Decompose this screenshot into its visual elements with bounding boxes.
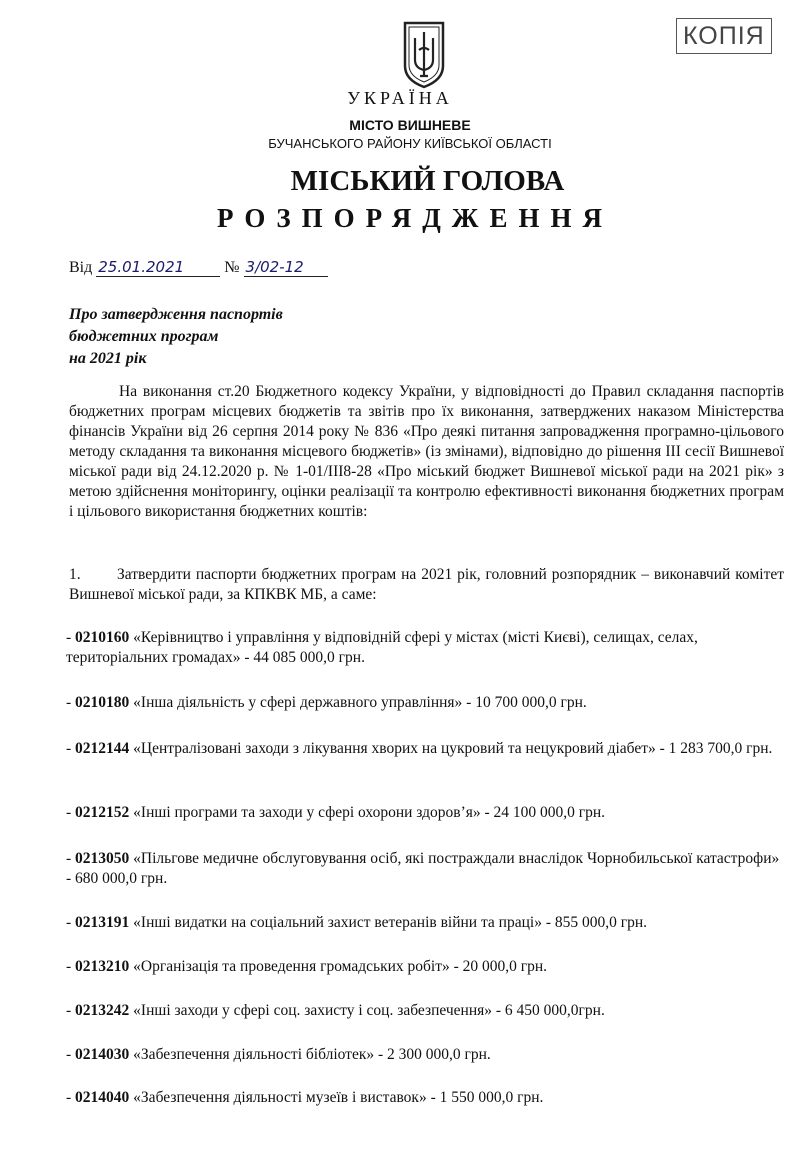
program-item: - 0212152 «Інші програми та заходи у сфері охорони здоров’я» - 24 100 000,0 грн. [66,804,606,821]
program-item: - 0213210 «Організація та проведення громадських робіт» - 20 000,0 грн. [66,958,548,975]
number-label: № [224,259,240,276]
program-text: «Забезпечення діяльності музеїв і виставок» - 1 550 000,0 грн. [133,1089,544,1106]
number-value: 3/02-12 [244,258,328,277]
subject-line: бюджетних програм [69,328,219,345]
program-code: 0210160 [75,629,130,646]
issuer-title: МІСЬКИЙ ГОЛОВА [290,165,565,197]
program-text: «Інші видатки на соціальний захист ветеранів війни та праці» - 855 000,0 грн. [133,914,648,931]
program-code: 0213050 [75,850,130,867]
clause-1 [69,565,784,605]
city-name: МІСТО ВИШНЕВЕ [349,117,471,133]
date-value: 25.01.2021 [96,258,220,277]
program-item: - 0213242 «Інші заходи у сфері соц. захисту і соц. забезпечення» - 6 450 000,0грн. [66,1002,605,1019]
date-label: Від [69,259,93,276]
program-code: 0213210 [75,958,130,975]
program-text: «Пільгове медичне обслуговування осіб, які постраждали внаслідок Чорнобильської катастрофи» - 680 000,0 грн. [66,850,780,887]
program-text: «Керівництво і управління у відповідній сфері у містах (місті Києві), селищах, селах, територіальних громадах» - 44 085 000,0 грн. [66,629,698,666]
program-text: «Забезпечення діяльності бібліотек» - 2 300 000,0 грн. [133,1046,491,1063]
preamble-paragraph: На виконання ст.20 Бюджетного кодексу України, у відповідності до Правил складання паспортів бюджетних програм місцевих бюджетів та звітів про їх виконання, затверджених наказом Міністерства фінансів України від 26 серпня 2014 року № 836 «Про деякі питання запровадження програмно-цільового методу складання та виконання місцевого бюджетів» (із змінами), відповідно до рішення ІІІ сесії Вишневої міської ради від 24.12.2020 р. № 1-01/ІІІ8-28 «Про міський бюджет Вишневої міської ради на 2021 рік» з метою здійснення моніторингу, оцінки реалізації та контролю ефективності виконання бюджетних програм і цільового використання бюджетних коштів: [69,383,784,520]
program-code: 0210180 [75,694,130,711]
program-item: - 0213050 «Пільгове медичне обслуговування осіб, які постраждали внаслідок Чорнобильської катастрофи» - 680 000,0 грн. [66,850,780,887]
subject-line: Про затвердження паспортів [69,306,283,323]
coat-of-arms-icon [401,20,447,90]
program-item: - 0214040 «Забезпечення діяльності музеїв і виставок» - 1 550 000,0 грн. [66,1089,544,1106]
program-text: «Інші програми та заходи у сфері охорони здоров’я» - 24 100 000,0 грн. [133,804,606,821]
program-item: - 0210180 «Інша діяльність у сфері державного управління» - 10 700 000,0 грн. [66,694,587,711]
program-item: - 0214030 «Забезпечення діяльності бібліотек» - 2 300 000,0 грн. [66,1046,491,1063]
document-subject [69,304,399,370]
program-code: 0213242 [75,1002,130,1019]
district-name: БУЧАНСЬКОГО РАЙОНУ КИЇВСЬКОЇ ОБЛАСТІ [268,136,552,151]
country-name: УКРАЇНА [347,88,453,108]
program-text: «Централізовані заходи з лікування хворих на цукровий та нецукровий діабет» - 1 283 700,0 грн. [133,740,773,757]
program-item: - 0210160 «Керівництво і управління у відповідній сфері у містах (місті Києві), селищах, селах, територіальних громадах» - 44 085 000,0 грн. [66,629,698,666]
program-code: 0214030 [75,1046,130,1063]
document-type: РОЗПОРЯДЖЕННЯ [216,203,614,233]
program-item: - 0212144 «Централізовані заходи з лікування хворих на цукровий та нецукровий діабет» - 1 283 700,0 грн. [66,740,773,757]
program-item: - 0213191 «Інші видатки на соціальний захист ветеранів війни та праці» - 855 000,0 грн. [66,914,648,931]
clause-number: 1. [69,566,81,583]
copy-stamp: КОПІЯ [676,18,772,54]
program-text: «Інші заходи у сфері соц. захисту і соц. забезпечення» - 6 450 000,0грн. [133,1002,605,1019]
program-code: 0212144 [75,740,130,757]
subject-line: на 2021 рік [69,350,147,367]
program-text: «Організація та проведення громадських робіт» - 20 000,0 грн. [133,958,548,975]
program-code: 0213191 [75,914,130,931]
program-text: «Інша діяльність у сфері державного управління» - 10 700 000,0 грн. [133,694,587,711]
program-code: 0214040 [75,1089,130,1106]
program-code: 0212152 [75,804,130,821]
clause-text: Затвердити паспорти бюджетних програм на 2021 рік, головний розпорядник – виконавчий комітет Вишневої міської ради, за КПКВК МБ, а саме: [69,566,784,603]
date-number-line [69,258,328,277]
